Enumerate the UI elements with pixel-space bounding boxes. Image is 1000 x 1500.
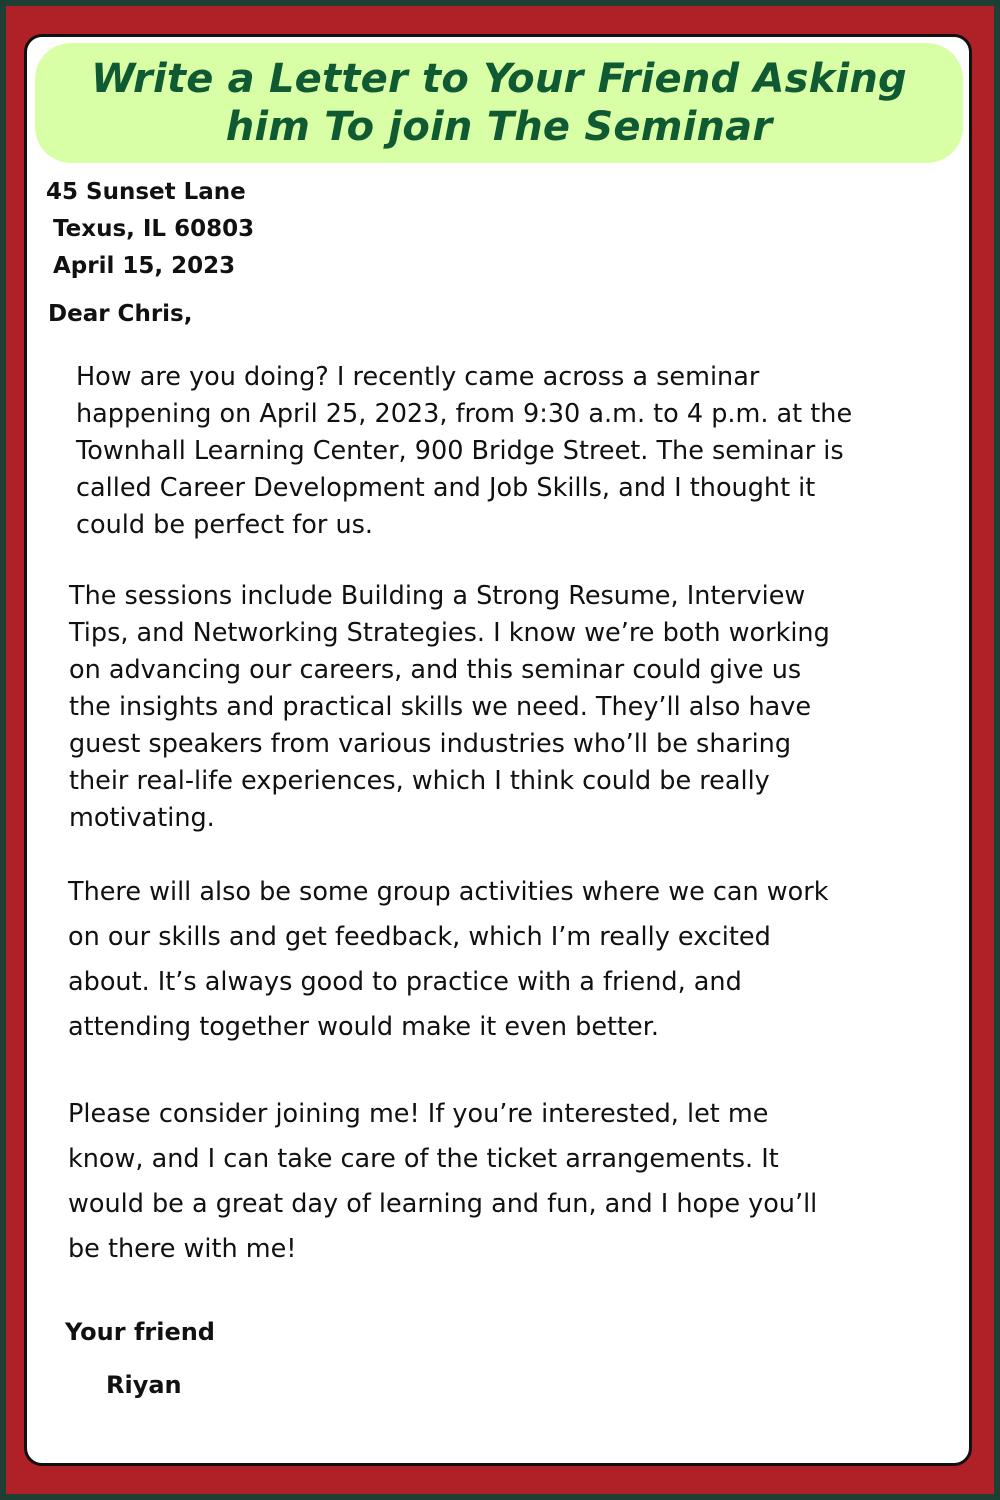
- title-banner: [35, 43, 963, 163]
- title-line-2: him To join The Seminar: [225, 104, 773, 150]
- paragraph-line: could be perfect for us.: [76, 510, 374, 540]
- paragraph-line: on advancing our careers, and this seminar could give us: [69, 655, 802, 685]
- paragraph-line: about. It’s always good to practice with a friend, and: [68, 967, 742, 997]
- signature: Riyan: [106, 1371, 182, 1399]
- paragraph-line: guest speakers from various industries who’ll be sharing: [69, 729, 792, 759]
- paragraph-line: called Career Development and Job Skills, and I thought it: [76, 473, 816, 503]
- paragraph-line: attending together would make it even better.: [68, 1012, 659, 1042]
- paragraph-line: The sessions include Building a Strong Resume, Interview: [69, 581, 806, 611]
- paragraph-line: know, and I can take care of the ticket arrangements. It: [68, 1144, 779, 1174]
- greeting: Dear Chris,: [48, 301, 193, 327]
- closing: Your friend: [65, 1318, 215, 1346]
- paragraph-line: happening on April 25, 2023, from 9:30 a.m. to 4 p.m. at the: [76, 399, 853, 429]
- paragraph-1: [76, 359, 852, 544]
- paragraph-line: motivating.: [69, 803, 215, 833]
- paragraph-line: their real-life experiences, which I think could be really: [69, 766, 770, 796]
- paragraph-4: [68, 1092, 817, 1272]
- title-line-1: Write a Letter to Your Friend Asking: [91, 56, 907, 102]
- paragraph-line: on our skills and get feedback, which I’m really excited: [68, 922, 771, 952]
- letter-date: April 15, 2023: [53, 253, 236, 279]
- paragraph-line: Tips, and Networking Strategies. I know we’re both working: [69, 618, 830, 648]
- paragraph-line: How are you doing? I recently came across a seminar: [76, 362, 760, 392]
- paragraph-line: There will also be some group activities where we can work: [68, 877, 829, 907]
- paragraph-line: Please consider joining me! If you’re interested, let me: [68, 1099, 769, 1129]
- paragraph-2: [69, 578, 830, 837]
- paragraph-line: the insights and practical skills we need. They’ll also have: [69, 692, 812, 722]
- address-city: Texus, IL 60803: [53, 216, 255, 242]
- address-street: 45 Sunset Lane: [46, 179, 246, 205]
- letter-sheet: [24, 34, 972, 1466]
- paragraph-line: Townhall Learning Center, 900 Bridge Street. The seminar is: [76, 436, 844, 466]
- paragraph-line: be there with me!: [68, 1234, 297, 1264]
- paragraph-3: [68, 870, 829, 1050]
- paragraph-line: would be a great day of learning and fun, and I hope you’ll: [68, 1189, 818, 1219]
